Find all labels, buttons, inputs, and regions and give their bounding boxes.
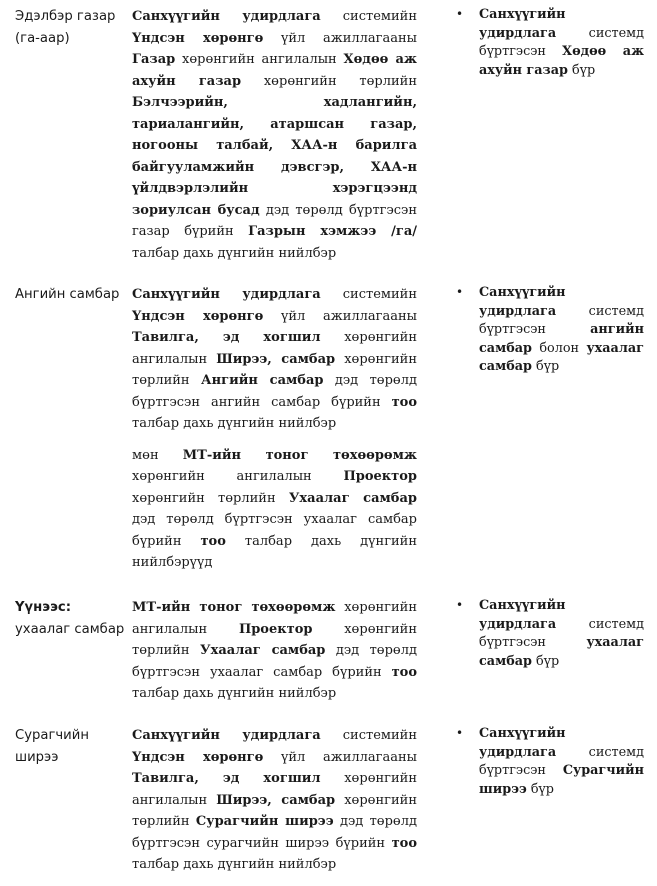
note-text xyxy=(479,6,644,80)
text-run: системд бүртгэсэн xyxy=(479,616,644,650)
row-label: Ангийн самбар xyxy=(15,287,120,302)
text-run: дэд төрөлд бүртгэсэн ухаалаг самбар бүрийн xyxy=(132,512,417,549)
bold-text-run: Проектор xyxy=(238,621,313,637)
bold-text-run: Ширээ, самбар xyxy=(216,792,336,808)
text-run: ухаалаг самбар xyxy=(15,622,125,637)
text-run: хөрөнгийн ангилалын xyxy=(132,600,417,637)
bold-text-run: Ухаалаг самбар xyxy=(288,490,417,506)
note-text xyxy=(479,597,644,671)
bold-text-run: ухаалаг самбар xyxy=(479,635,644,669)
bold-text-run: тоо xyxy=(391,394,417,410)
text-run: хөрөнгийн төрлийн xyxy=(132,621,417,658)
bold-text-run: тоо xyxy=(200,533,226,549)
row-label: Сурагчийн ширээ xyxy=(15,728,89,765)
text-run: системийн xyxy=(320,728,417,743)
text-run: хөрөнгийн ангилалын xyxy=(132,771,417,808)
bold-text-run: Үүнээс: xyxy=(15,600,71,615)
bullet-icon: • xyxy=(456,7,464,21)
text-run: бүр xyxy=(531,359,560,374)
text-run: хөрөнгийн төрлийн xyxy=(132,490,289,506)
text-run: үйл ажиллагааны xyxy=(263,30,417,46)
text-run: мөн xyxy=(132,447,183,463)
note-text xyxy=(479,284,644,377)
description-paragraph xyxy=(132,725,417,876)
text-run: талбар дахь дүнгийн нийлбэр xyxy=(132,245,337,261)
text-run: дэд төрөлд бүртгэсэн газар бүрийн xyxy=(132,202,417,239)
bold-text-run: Санхүүгийн удирдлага xyxy=(479,285,566,319)
bold-text-run: Санхүүгийн удирдлага xyxy=(132,728,321,743)
bold-text-run: Үндсэн хөрөнгө xyxy=(132,30,264,46)
text-run: бүр xyxy=(567,62,596,78)
bold-text-run: Санхүүгийн удирдлага xyxy=(479,726,566,760)
bold-text-run: Хөдөө аж ахуйн газар xyxy=(132,52,418,89)
text-run: талбар дахь дүнгийн нийлбэрүүд xyxy=(132,533,417,570)
bold-text-run: Газар xyxy=(132,52,176,67)
bold-text-run: Ширээ, самбар xyxy=(216,351,336,367)
text-run: хөрөнгийн ангилалын xyxy=(175,52,344,67)
text-run: хөрөнгийн төрлийн xyxy=(241,73,417,89)
bold-text-run: Санхүүгийн удирдлага xyxy=(132,9,321,24)
text-run: талбар дахь дүнгийн нийлбэр xyxy=(132,686,337,701)
row-label: Эдэлбэр газар (га-аар) xyxy=(15,9,116,46)
bold-text-run: МТ-ийн тоног төхөөрөмж xyxy=(182,447,417,463)
bold-text-run: Бэлчээрийн, хадлангийн, тариалангийн, атаршсан газар, ногооны талбай, ХАА-н барилга байгууламжийн дэвсгэр, ХАА-н үйлдвэрлэлийн хэрэгцээнд зориулсан бусад xyxy=(132,95,417,218)
text-run: бүр xyxy=(531,653,560,669)
text-run: системийн xyxy=(320,9,417,24)
description-paragraph xyxy=(132,6,417,264)
text-run: системд бүртгэсэн xyxy=(479,744,644,778)
bold-text-run: ухаалаг самбар xyxy=(479,340,644,374)
text-run: дэд төрөлд бүртгэсэн сурагчийн ширээ бүрийн xyxy=(132,814,417,851)
bold-text-run: Газрын хэмжээ /га/ xyxy=(248,224,417,239)
text-run: системд бүртгэсэн xyxy=(479,25,644,59)
text-run: талбар дахь дүнгийн нийлбэр xyxy=(132,857,337,872)
bold-text-run: Ухаалаг самбар xyxy=(200,643,326,658)
bullet-icon: • xyxy=(456,726,464,740)
text-run: хөрөнгийн ангилалын xyxy=(132,330,417,367)
bold-text-run: Үндсэн хөрөнгө xyxy=(132,308,264,324)
description-paragraph xyxy=(132,284,417,435)
bold-text-run: Ангийн самбар xyxy=(201,373,324,388)
bold-text-run: Тавилга, эд хогшил xyxy=(132,771,321,786)
bold-text-run: Тавилга, эд хогшил xyxy=(132,330,321,345)
text-run: системд бүртгэсэн xyxy=(479,303,644,337)
text-run: үйл ажиллагааны xyxy=(263,308,417,324)
description-paragraph xyxy=(132,445,417,574)
text-run: хөрөнгийн төрлийн xyxy=(132,792,417,829)
bold-text-run: Сурагчийн ширээ xyxy=(479,763,644,797)
bold-text-run: ангийн самбар xyxy=(479,322,644,356)
description-paragraph xyxy=(132,597,417,705)
bullet-icon: • xyxy=(456,285,464,299)
text-run: бүр xyxy=(526,781,554,797)
row-description xyxy=(132,725,417,886)
text-run: болон xyxy=(531,340,587,356)
bold-text-run: Үндсэн хөрөнгө xyxy=(132,749,264,765)
row-description xyxy=(132,284,417,584)
text-run: хөрөнгийн төрлийн xyxy=(132,351,417,388)
row-label xyxy=(15,597,125,641)
text-run: хөрөнгийн ангилалын xyxy=(132,469,344,484)
bold-text-run: Санхүүгийн удирдлага xyxy=(479,598,566,632)
row-description xyxy=(132,6,417,274)
text-run: талбар дахь дүнгийн нийлбэр xyxy=(132,416,337,431)
bold-text-run: тоо xyxy=(391,664,417,680)
text-run: системийн xyxy=(320,287,417,302)
text-run: үйл ажиллагааны xyxy=(263,749,417,765)
bold-text-run: Проектор xyxy=(343,469,417,484)
bold-text-run: Хөдөө аж ахуйн газар xyxy=(479,44,644,78)
bold-text-run: МТ-ийн тоног төхөөрөмж xyxy=(132,600,336,615)
bold-text-run: Санхүүгийн удирдлага xyxy=(132,287,321,302)
bold-text-run: Сурагчийн ширээ xyxy=(195,814,334,829)
bold-text-run: тоо xyxy=(391,835,417,851)
bullet-icon: • xyxy=(456,598,464,612)
note-text xyxy=(479,725,644,799)
bold-text-run: Санхүүгийн удирдлага xyxy=(479,7,566,41)
row-description xyxy=(132,597,417,715)
text-run: дэд төрөлд бүртгэсэн ухаалаг самбар бүрийн xyxy=(132,643,418,680)
text-run: дэд төрөлд бүртгэсэн ангийн самбар бүрийн xyxy=(132,373,417,410)
